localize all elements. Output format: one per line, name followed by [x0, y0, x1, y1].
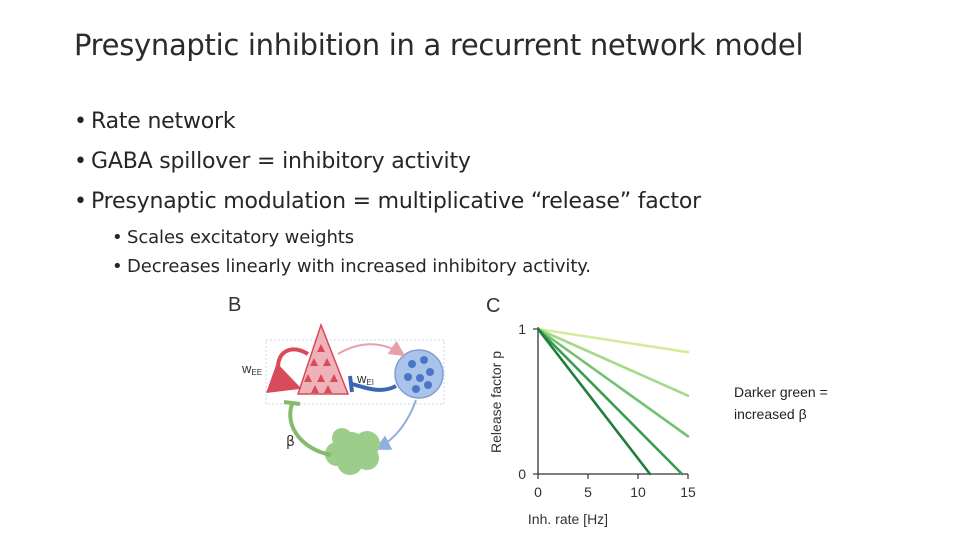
- x-tick-label: 15: [680, 484, 696, 500]
- series-line: [538, 329, 650, 474]
- sub-bullet-text: Scales excitatory weights: [127, 227, 355, 248]
- bullet-text: Presynaptic modulation = multiplicative “release” factor: [91, 189, 701, 214]
- spillover-to-synapse-connection: [290, 404, 331, 455]
- release-factor-chart-svg: [470, 290, 710, 535]
- chart-series: [538, 329, 688, 474]
- gaba-spillover-cloud: [325, 428, 380, 475]
- sub-bullet-item: [112, 252, 894, 281]
- inhibition-bar: [350, 376, 352, 392]
- bullet-marker: •: [74, 189, 87, 214]
- network-diagram-svg: [226, 288, 466, 488]
- sub-bullet-list: [112, 223, 894, 281]
- bullet-marker: •: [112, 227, 123, 248]
- bullet-marker: •: [74, 109, 87, 134]
- y-tick-label: 0: [518, 466, 526, 482]
- chart-axes: [518, 321, 696, 500]
- y-tick-label: 1: [518, 321, 526, 337]
- series-line: [538, 329, 682, 474]
- series-line: [538, 329, 688, 352]
- series-line: [538, 329, 688, 396]
- slide-title: Presynaptic inhibition in a recurrent network model: [74, 28, 804, 62]
- bullet-item: [74, 182, 894, 222]
- beta-label: β: [286, 434, 295, 450]
- bullet-list: [74, 102, 894, 281]
- inhibitory-to-spillover-arrow: [378, 400, 416, 448]
- x-tick-label: 10: [630, 484, 646, 500]
- legend-note-line: Darker green =: [734, 384, 828, 400]
- network-diagram: [226, 288, 466, 488]
- release-factor-chart: [470, 290, 710, 535]
- sub-bullet-text: Decreases linearly with increased inhibitory activity.: [127, 256, 591, 277]
- series-line: [538, 329, 688, 436]
- legend-note: [734, 381, 894, 425]
- bullet-marker: •: [112, 256, 123, 277]
- x-tick-label: 0: [534, 484, 542, 500]
- bullet-item: [74, 102, 894, 142]
- inhibitory-population: [395, 350, 443, 398]
- bullet-text: Rate network: [91, 109, 236, 134]
- panel-label-c: C: [486, 295, 501, 317]
- panel-label-b: B: [228, 294, 242, 316]
- bullet-item: [74, 142, 894, 182]
- bullet-marker: •: [74, 149, 87, 174]
- presynaptic-inhibition-bar: [284, 402, 300, 404]
- x-axis-label: Inh. rate [Hz]: [527, 511, 609, 527]
- y-axis-label: Release factor p: [488, 351, 504, 453]
- excitatory-population: [298, 325, 348, 394]
- weight-label-ee: wEE: [242, 361, 263, 377]
- weight-label-ei: wEI: [357, 371, 374, 387]
- excitatory-to-inhibitory-arrow: [338, 344, 402, 354]
- legend-note-line: increased β: [734, 406, 807, 422]
- x-tick-label: 5: [584, 484, 592, 500]
- bullet-text: GABA spillover = inhibitory activity: [91, 149, 471, 174]
- sub-bullet-item: [112, 223, 894, 252]
